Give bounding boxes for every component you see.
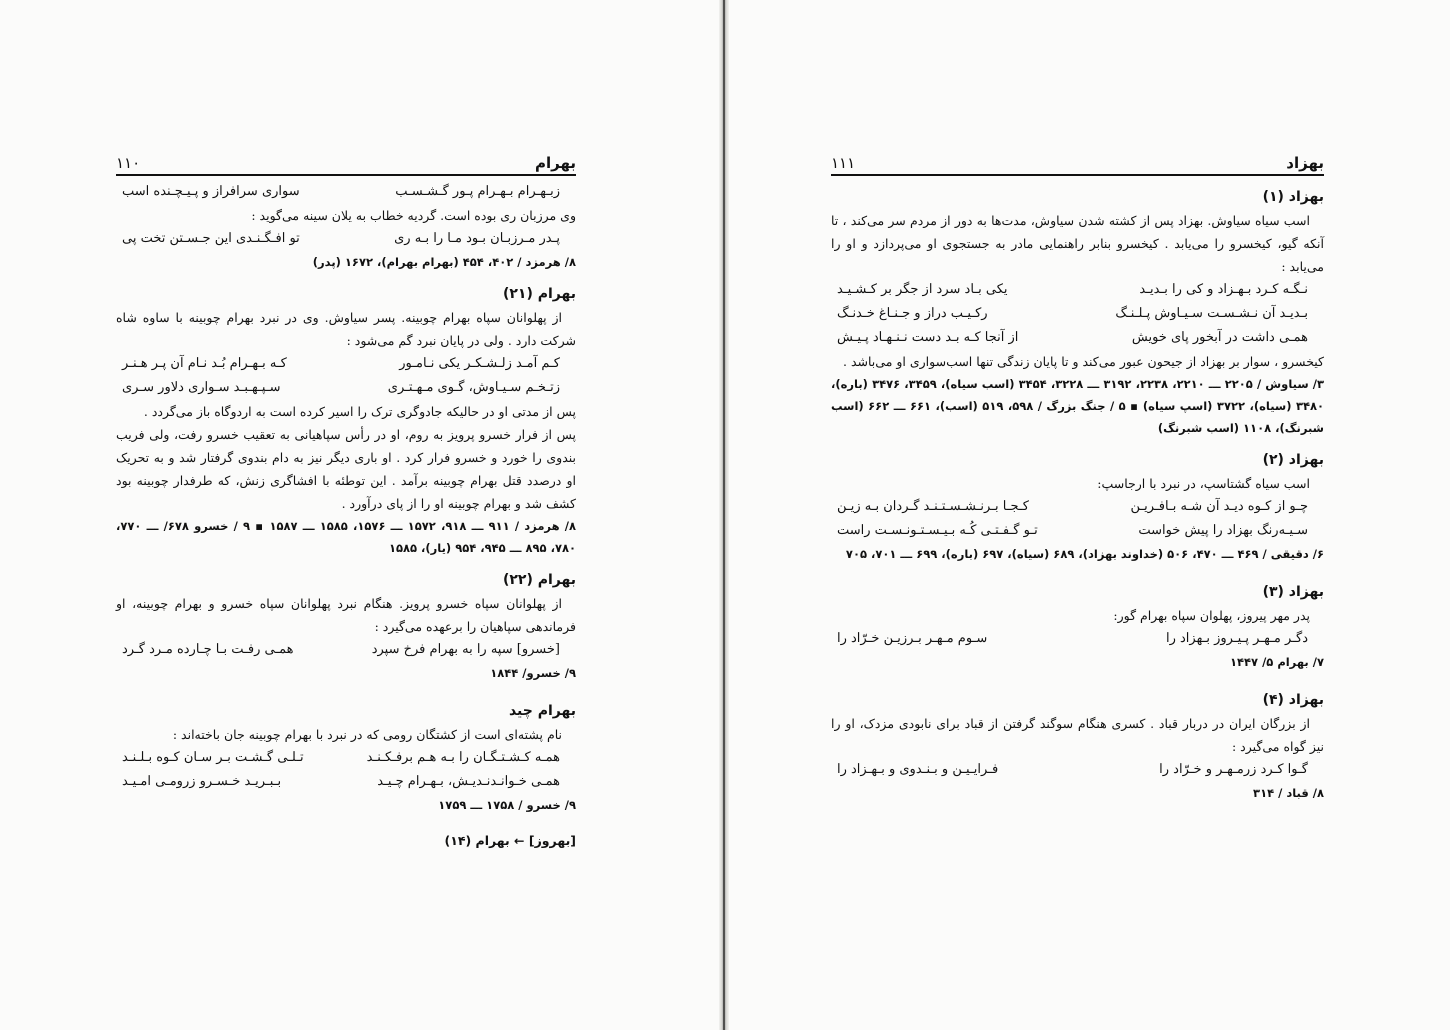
reference-line: ۹/ خسرو / ۱۷۵۸ ـــ ۱۷۵۹ [438, 798, 576, 812]
running-title: بهرام [534, 154, 576, 172]
verse-line [116, 227, 576, 251]
entry-title: بهزاد (۱) [1262, 189, 1324, 205]
hemistich: رکـیـب دراز و جـنـاغ خـدنـگ [837, 306, 988, 321]
entry-behzad-3 [831, 581, 1324, 673]
body-paragraph: پدر مهر پیروز، پهلوان سپاه بهرام گور: [1113, 608, 1310, 623]
hemistich: تـلـی گـشـت بـر سـان کـوه بـلـنـد [122, 750, 304, 765]
reference-line: ۸/ قباد / ۳۱۴ [1253, 786, 1324, 800]
verse-line [116, 770, 576, 794]
hemistich: سـیـه‌رنگ بهزاد را پیش خواست [1138, 523, 1308, 538]
left-page-body [116, 146, 576, 852]
body-paragraph: از پهلوانان سپاه بهرام چوبینه. پسر سیاوش. وی در نبرد بهرام چوبینه با ساوه شاه شرکت دارد . ولی در پایان نبرد گم می‌شود : [116, 310, 576, 348]
see-also-reference: [بهروز] ← بهرام (۱۴) [444, 833, 576, 848]
right-page-body [831, 146, 1324, 804]
book-gutter [719, 0, 729, 1030]
continuation-block [116, 180, 576, 273]
hemistich: بـبـریـد خـسـرو زرومـی امـیـد [122, 774, 282, 789]
hemistich: تو افـگـنـدی این جـسـتن تخت پی [122, 231, 300, 246]
entry-title: بهرام چید [508, 703, 576, 719]
entry-title: بهرام (۲۱) [502, 286, 576, 302]
right-page-header [831, 146, 1324, 176]
entry-behzad-1 [831, 186, 1324, 439]
hemistich: از آنجا کـه بـد دست نـنـهـاد پـیـش [837, 330, 1019, 345]
body-paragraph: اسب سیاه سیاوش. بهزاد پس از کشته شدن سیاوش، مدت‌ها به دور از مردم سر می‌کند ، تا آنکه گیو، کیخسرو را می‌یابد . کیخسرو بنابر راهنمایی مادر به جستجوی او می‌پردازد و او را می‌یابد : [831, 213, 1324, 274]
hemistich: کـم آمـد زلـشـکـر یکی نـامـور [399, 356, 560, 371]
hemistich: همـه کـشـتـگـان را بـه هـم برفـکـنـد [366, 750, 560, 765]
reference-line: ۹/ خسرو/ ۱۸۴۴ [490, 666, 576, 680]
body-paragraph: از پهلوانان سپاه خسرو پرویز. هنگام نبرد پهلوانان سپاه خسرو و بهرام چوبینه، او فرماندهی سپاهیان را برعهده می‌گیرد : [116, 596, 576, 634]
verse-line [116, 352, 576, 376]
hemistich: پـدر مـرزبـان بـود مـا را بـه ری [394, 231, 560, 246]
hemistich: [خسرو] سپه را به بهرام فرخ سپرد [371, 642, 560, 657]
page-number: ۱۱۰ [116, 154, 141, 172]
verse-line [831, 627, 1324, 651]
verse-line [116, 638, 576, 662]
reference-line: ۳/ سیاوش / ۲۲۰۵ ـــ ۲۲۱۰، ۲۲۳۸، ۳۱۹۲ ـــ ۳۲۲۸، ۳۴۵۴ (اسب سیاه)، ۳۴۵۹، ۳۴۷۶ (باره)، ۳۴۸۰ (سیاه)، ۳۷۲۲ (اسپ سیاه) ▪ ۵ / جنگ بزرگ / ۵۹۸، ۵۱۹ (اسب)، ۶۶۱ ـــ ۶۶۲ (اسب شبرنگ)، ۱۱۰۸ (اسب شبرنگ) [831, 377, 1325, 435]
entry-title: بهزاد (۴) [1262, 692, 1324, 708]
hemistich: همـی داشت در آبخور پای خویش [1131, 330, 1308, 345]
verse-line [116, 180, 576, 204]
reference-line: ۶/ دقیقی / ۴۶۹ ـــ ۴۷۰، ۵۰۶ (خداوند بهزاد)، ۶۸۹ (سیاه)، ۶۹۷ (باره)، ۶۹۹ ـــ ۷۰۱، ۷۰۵ [845, 547, 1324, 561]
hemistich: زتـخـم سـیـاوش، گـوی مـهـتـری [387, 380, 560, 395]
verse-line [831, 495, 1324, 519]
page-number: ۱۱۱ [831, 154, 856, 172]
entry-title: بهرام (۲۲) [502, 572, 576, 588]
hemistich: گـوا کـرد زرمـهـر و خـرّاد را [1159, 762, 1308, 777]
verse-line [831, 758, 1324, 782]
body-paragraph: پس از مدتی او در حالیکه جادوگری ترک را اسیر کرده است به اردوگاه باز می‌گردد . [143, 404, 576, 419]
body-paragraph: از بزرگان ایران در دربار قباد . کسری هنگام سوگند گرفتن از قباد برای نابودی مزدک، او را نیز گواه می‌گیرد : [831, 716, 1324, 754]
hemistich: همـی خـوانـدنـدیـش، بـهـرام چـیـد [377, 774, 560, 789]
hemistich: همـی رفـت بـا چـارده مـرد گـرد [122, 642, 294, 657]
entry-behzad-4 [831, 689, 1324, 804]
entry-bahram-chid [116, 700, 576, 816]
body-paragraph: نام پشته‌ای است از کشتگان رومی که در نبرد با بهرام چوبینه جان باخته‌اند : [172, 727, 562, 742]
hemistich: زبـهـرام بـهـرام پـور گـشـسـب [395, 184, 560, 199]
verse-line [116, 376, 576, 400]
left-page [0, 0, 719, 1030]
verse-line [116, 746, 576, 770]
hemistich: نـگـه کـرد بـهـزاد و کی را بـدیـد [1139, 282, 1308, 297]
entry-behzad-2 [831, 449, 1324, 565]
body-paragraph: اسب سیاه گشتاسپ، در نبرد با ارجاسپ: [1097, 476, 1310, 491]
hemistich: چـو از کـوه دیـد آن شـه بـافـریـن [1130, 499, 1308, 514]
left-page-header [116, 146, 576, 176]
body-paragraph: وی مرزبان ری بوده است. گردیه خطاب به یلان سینه می‌گوید : [251, 208, 576, 223]
reference-line: ۸/ هرمزد / ۹۱۱ ـــ ۹۱۸، ۱۵۷۲ ـــ ۱۵۷۶، ۱۵۸۵ ـــ ۱۵۸۷ ▪ ۹ / خسرو ۶۷۸/ ـــ ۷۷۰، ۷۸۰، ۸۹۵ ـــ ۹۴۵، ۹۵۴ (یار)، ۱۵۸۵ [116, 519, 576, 555]
hemistich: سـپـهـبـد سـواری دلاور سـری [122, 380, 281, 395]
hemistich: تـو گـفـتـی کُـه بـیـسـتـونـسـت راست [837, 523, 1038, 538]
hemistich: کـجـا بـرنـشـسـتـنـد گـردان بـه زیـن [837, 499, 1029, 514]
hemistich: دگـر مـهـر پـیـروز بـهزاد را [1165, 631, 1308, 646]
verse-line [831, 326, 1324, 350]
entry-bahram-22 [116, 569, 576, 684]
hemistich: کـه بـهـرام بُـد نـام آن پـر هـنـر [122, 356, 287, 371]
hemistich: یکی بـاد سرد از جگر بر کـشـیـد [837, 282, 1008, 297]
verse-line [831, 519, 1324, 543]
verse-line [831, 302, 1324, 326]
body-paragraph: کیخسرو ، سوار بر بهزاد از جیحون عبور می‌کند و تا پایان زندگی تنها اسب‌سواری او می‌باشد . [843, 354, 1324, 369]
running-title: بهزاد [1286, 154, 1324, 172]
hemistich: سواری سرافراز و پـیـچـنده اسب [122, 184, 300, 199]
verse-line [831, 278, 1324, 302]
reference-line: ۸/ هرمزد / ۴۰۲، ۴۵۴ (بهرام بهرام)، ۱۶۷۲ (پدر) [312, 255, 576, 269]
body-paragraph: پس از فرار خسرو پرویز به روم، او در رأس سپاهیانی به تعقیب خسرو رفت، ولی فریب بندوی را خورد و خسرو فرار کرد . او باری دیگر نیز به دام بندوی گرفتار شد و به تحریک او درصدد قتل بهرام چوبینه برآمد . این توطئه با افشاگری زنش، که طرفدار چوبینه بود کشف شد و بهرام چوبینه او را از پای درآورد . [116, 427, 576, 511]
reference-line: ۷/ بهرام ۵/ ۱۴۴۷ [1229, 655, 1324, 669]
entry-title: بهزاد (۳) [1262, 584, 1324, 600]
entry-title: بهزاد (۲) [1262, 452, 1324, 468]
right-page [729, 0, 1450, 1030]
hemistich: سـوم مـهـر بـرزیـن خـرّاد را [837, 631, 988, 646]
entry-bahram-21 [116, 283, 576, 559]
hemistich: بـدیـد آن نـشـسـت سـیـاوش پـلـنـگ [1115, 306, 1308, 321]
hemistich: فـرایـیـن و بـنـدوی و بـهـزاد را [837, 762, 999, 777]
